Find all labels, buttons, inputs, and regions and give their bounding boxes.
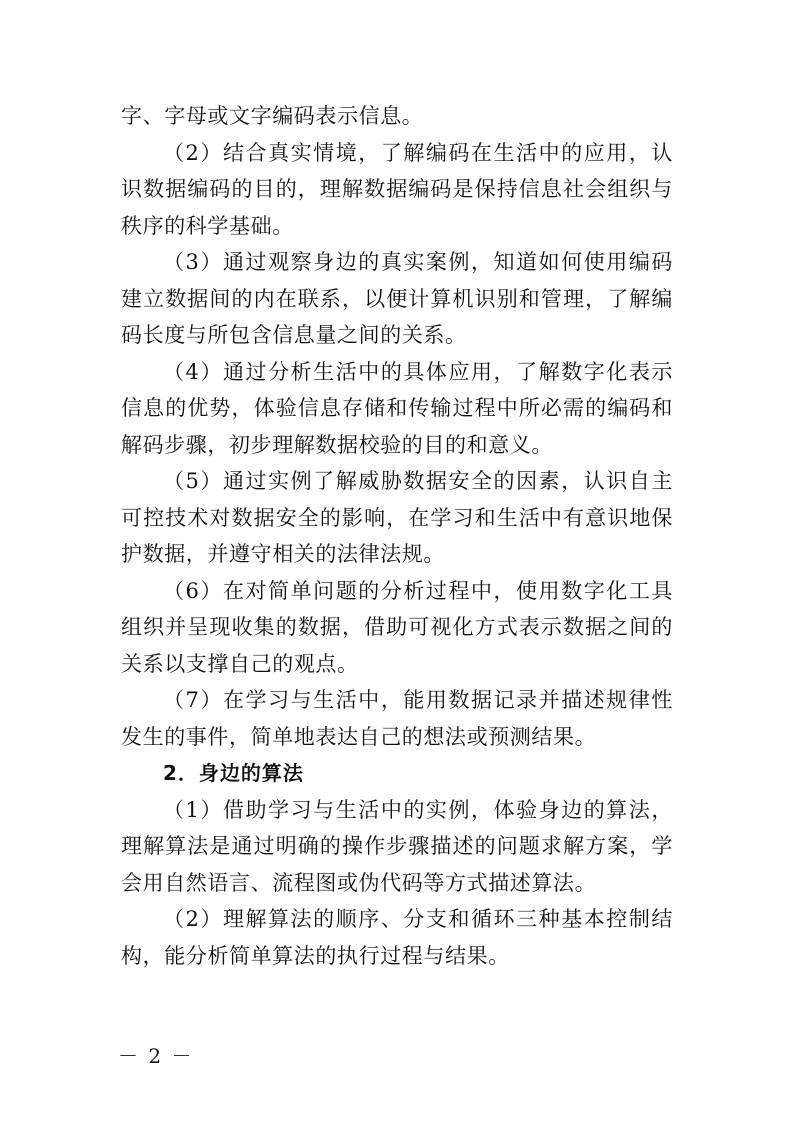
page-number: － 2 － [118, 1044, 194, 1068]
paragraph-item-4: （4）通过分析生活中的具体应用，了解数字化表示信息的优势，体验信息存储和传输过程中所必需的编码和解码步骤，初步理解数据校验的目的和意义。 [121, 359, 673, 457]
paragraph-item-7: （7）在学习与生活中，能用数据记录并描述规律性发生的事件，简单地表达自己的想法或预测结果。 [121, 688, 673, 749]
paragraph-item-3: （3）通过观察身边的真实案例，知道如何使用编码建立数据间的内在联系，以便计算机识别和管理，了解编码长度与所包含信息量之间的关系。 [121, 250, 673, 347]
section-paragraph-1: （1）借助学习与生活中的实例，体验身边的算法，理解算法是通过明确的操作步骤描述的问题求解方案，学会用自然语言、流程图或伪代码等方式描述算法。 [121, 797, 673, 895]
paragraph-item-6: （6）在对简单问题的分析过程中，使用数字化工具组织并呈现收集的数据，借助可视化方式表示数据之间的关系以支撑自己的观点。 [121, 578, 673, 676]
paragraph-item-5: （5）通过实例了解威胁数据安全的因素，认识自主可控技术对数据安全的影响，在学习和生活中有意识地保护数据，并遵守相关的法律法规。 [121, 469, 673, 566]
paragraph-continuation: 字、字母或文字编码表示信息。 [121, 104, 424, 128]
paragraph-item-2: （2）结合真实情境，了解编码在生活中的应用，认识数据编码的目的，理解数据编码是保持信息社会组织与秩序的科学基础。 [121, 140, 673, 238]
section-heading: 2．身边的算法 [163, 761, 304, 785]
section-paragraph-2: （2）理解算法的顺序、分支和循环三种基本控制结构，能分析简单算法的执行过程与结果。 [121, 907, 673, 968]
document-body [121, 98, 673, 974]
